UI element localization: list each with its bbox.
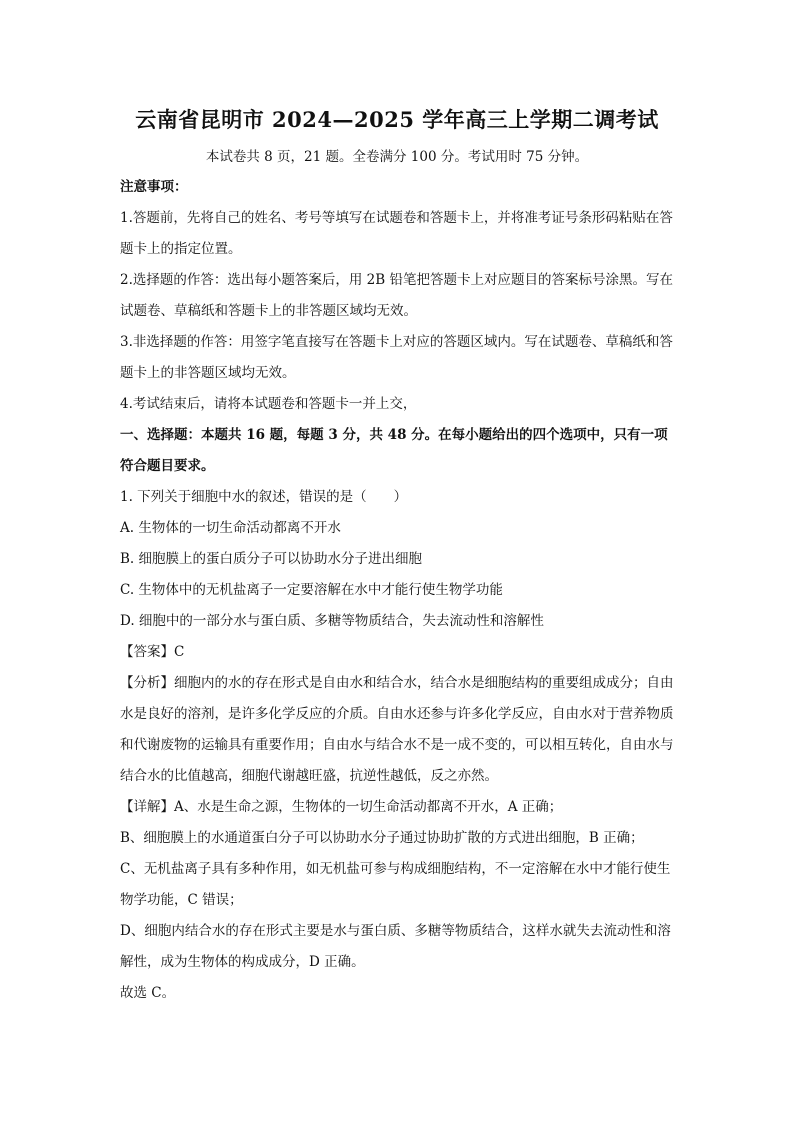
notice-item: 1.答题前，先将自己的姓名、考号等填写在试题卷和答题卡上，并将准考证号条形码粘贴在答题卡上的指定位置。 bbox=[120, 210, 673, 257]
notice-item: 3.非选择题的作答：用签字笔直接写在答题卡上对应的答题区域内。写在试题卷、草稿纸和答题卡上的非答题区域均无效。 bbox=[120, 334, 673, 381]
option-c: C. 生物体中的无机盐离子一定要溶解在水中才能行使生物学功能 bbox=[120, 582, 503, 598]
answer: 【答案】C bbox=[120, 644, 185, 660]
notice-heading: 注意事项： bbox=[120, 179, 188, 195]
option-a: A. 生物体的一切生命活动都离不开水 bbox=[120, 520, 341, 536]
question-stem: 1. 下列关于细胞中水的叙述，错误的是（ ） bbox=[120, 489, 408, 505]
detail-heading: 【详解】A、水是生命之源，生物体的一切生命活动都离不开水，A 正确； bbox=[120, 799, 563, 815]
notice-item: 2.选择题的作答：选出每小题答案后，用 2B 铅笔把答题卡上对应题目的答案标号涂黑。写在试题卷、草稿纸和答题卡上的非答题区域均无效。 bbox=[120, 272, 673, 319]
notice-item: 4.考试结束后，请将本试题卷和答题卡一并上交， bbox=[120, 396, 417, 412]
section-heading: 一、选择题：本题共 16 题，每题 3 分，共 48 分。在每小题给出的四个选项中，只有一项符合题目要求。 bbox=[120, 427, 668, 474]
detail-item: B、细胞膜上的水通道蛋白分子可以协助水分子通过协助扩散的方式进出细胞，B 正确； bbox=[120, 830, 644, 846]
conclusion: 故选 C。 bbox=[120, 985, 176, 1001]
detail-item: D、细胞内结合水的存在形式主要是水与蛋白质、多糖等物质结合，这样水就失去流动性和溶解性，成为生物体的构成成分，D 正确。 bbox=[120, 923, 671, 970]
option-b: B. 细胞膜上的蛋白质分子可以协助水分子进出细胞 bbox=[120, 551, 423, 567]
exam-subtitle: 本试卷共 8 页，21 题。全卷满分 100 分。考试用时 75 分钟。 bbox=[205, 149, 589, 165]
detail-item: C、无机盐离子具有多种作用，如无机盐可参与构成细胞结构，不一定溶解在水中才能行使生物学功能，C 错误； bbox=[120, 861, 671, 908]
exam-title: 云南省昆明市 2024—2025 学年高三上学期二调考试 bbox=[135, 107, 659, 132]
option-d: D. 细胞中的一部分水与蛋白质、多糖等物质结合，失去流动性和溶解性 bbox=[120, 613, 544, 629]
analysis: 【分析】细胞内的水的存在形式是自由水和结合水，结合水是细胞结构的重要组成成分；自由水是良好的溶剂，是许多化学反应的介质。自由水还参与许多化学反应，自由水对于营养物质和代谢废物的运输具有重要作用；自由水与结合水不是一成不变的，可以相互转化，自由水与结合水的比值越高，细胞代谢越旺盛，抗逆性越低，反之亦然。 bbox=[120, 675, 674, 784]
exam-body bbox=[120, 172, 675, 1009]
